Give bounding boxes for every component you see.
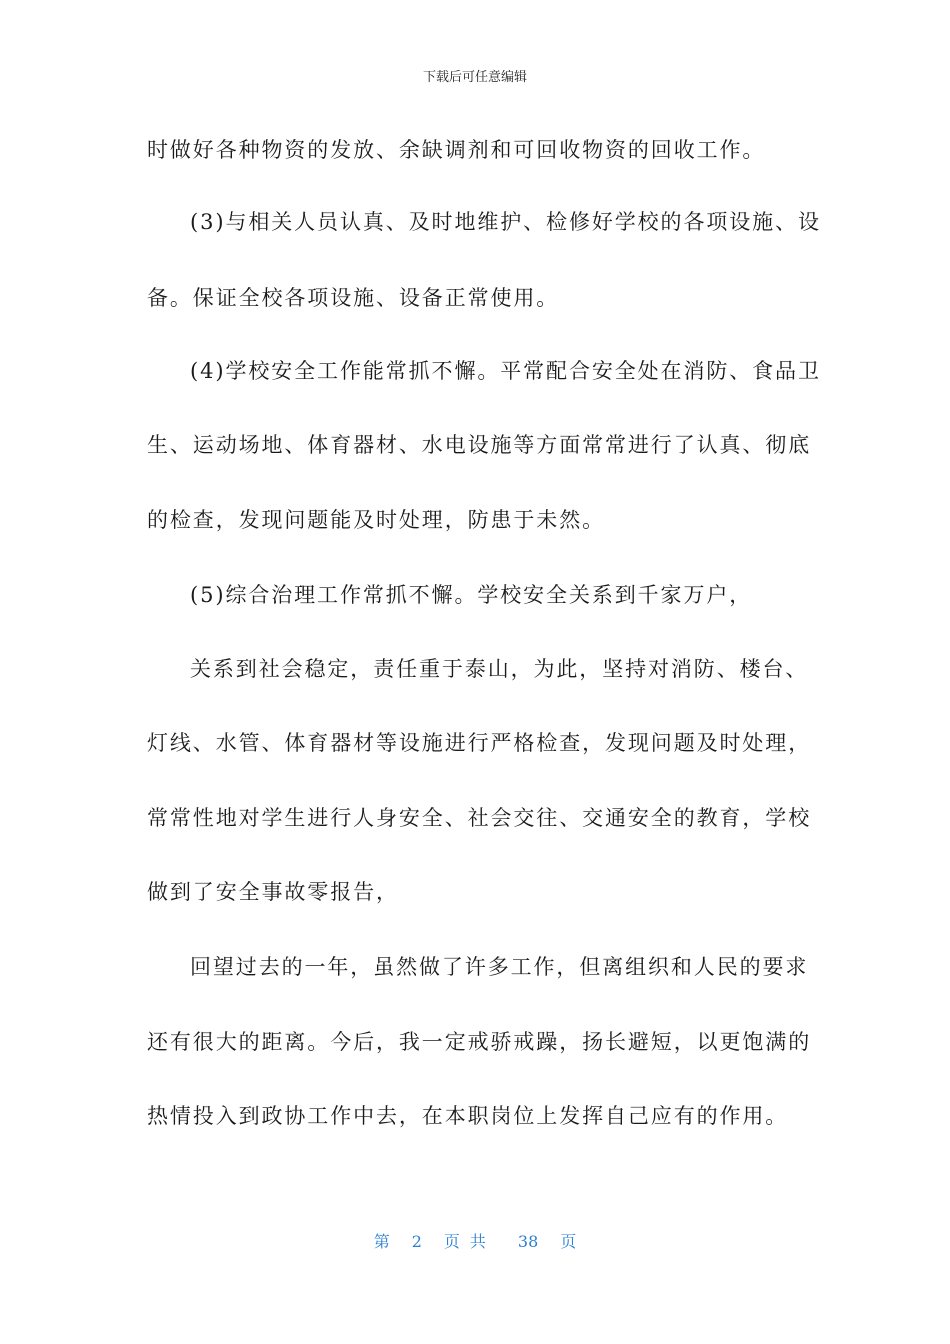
current-page-number: 2 [411,1232,422,1251]
body-line: 做到了安全事故零报告， [147,880,399,904]
page-label-prefix: 第 [373,1232,390,1251]
body-line: 灯线、水管、体育器材等设施进行严格检查，发现问题及时处理， [147,731,812,755]
body-line: (3)与相关人员认真、及时地维护、检修好学校的各项设施、设 [190,210,821,234]
body-line: 关系到社会稳定，责任重于泰山，为此，坚持对消防、楼台、 [190,657,809,681]
body-line: 热情投入到政协工作中去，在本职岗位上发挥自己应有的作用。 [147,1104,789,1128]
body-line: 备。保证全校各项设施、设备正常使用。 [147,286,560,310]
body-line: 还有很大的距离。今后，我一定戒骄戒躁，扬长避短，以更饱满的 [147,1030,812,1054]
body-line: 回望过去的一年，虽然做了许多工作，但离组织和人民的要求 [190,955,809,979]
body-line: (5)综合治理工作常抓不懈。学校安全关系到千家万户， [190,583,753,607]
body-line: 生、运动场地、体育器材、水电设施等方面常常进行了认真、彻底 [147,433,812,457]
total-pages-number: 38 [517,1232,539,1251]
page-header: 下载后可任意编辑 [422,70,527,85]
page-label-mid: 页共 [443,1232,496,1251]
body-line: 时做好各种物资的发放、余缺调剂和可回收物资的回收工作。 [147,138,766,162]
page-label-suffix: 页 [560,1232,577,1251]
page-footer [0,1229,950,1252]
body-line: 常常性地对学生进行人身安全、社会交往、交通安全的教育，学校 [147,806,812,830]
body-line: 的检查，发现问题能及时处理，防患于未然。 [147,508,605,532]
body-line: (4)学校安全工作能常抓不懈。平常配合安全处在消防、食品卫 [190,359,821,383]
